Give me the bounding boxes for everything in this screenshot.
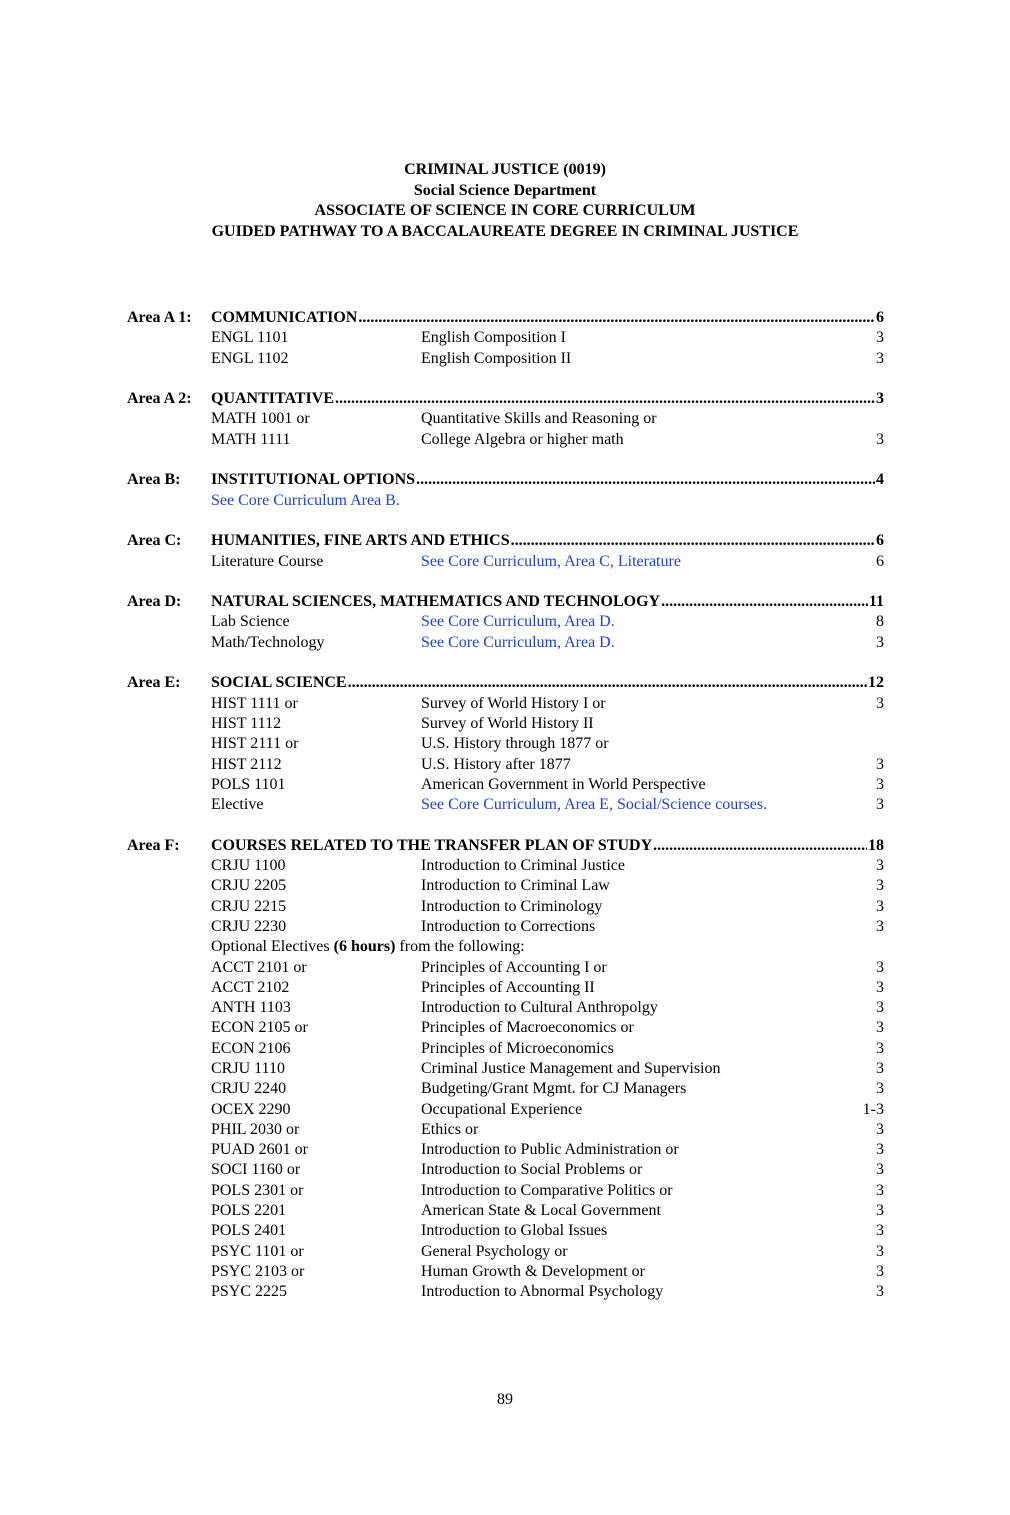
course-hours: 3 <box>876 694 884 712</box>
area-title: SOCIAL SCIENCE <box>211 674 347 692</box>
course-code: ENGL 1101 <box>211 329 289 347</box>
course-code: Math/Technology <box>211 633 325 651</box>
course-row <box>127 755 884 775</box>
elective-row <box>127 1242 884 1262</box>
course-row <box>127 897 884 917</box>
department-name: Social Science Department <box>413 181 597 199</box>
elective-row <box>127 1100 884 1120</box>
area-label: Area D: <box>127 593 182 611</box>
core-curriculum-link[interactable]: See Core Curriculum, Area D. <box>421 613 615 631</box>
elective-row <box>127 1140 884 1160</box>
course-code: HIST 1111 or <box>211 694 298 712</box>
elective-row <box>127 1120 884 1140</box>
course-hours <box>854 734 884 754</box>
course-row <box>127 430 884 450</box>
course-hours: 3 <box>876 978 884 996</box>
course-hours: 3 <box>876 1161 884 1179</box>
course-title: Introduction to Cultural Anthropolgy <box>421 999 658 1017</box>
leader-dots <box>653 836 867 856</box>
course-title: English Composition II <box>421 349 572 367</box>
electives-hours: (6 hours) <box>333 938 396 956</box>
pathway-title: GUIDED PATHWAY TO A BACCALAUREATE DEGREE IN CRIMINAL JUSTICE <box>211 222 799 240</box>
course-code: ACCT 2101 or <box>211 958 307 976</box>
area-heading <box>127 389 884 409</box>
course-code: ENGL 1102 <box>211 349 289 367</box>
course-title: Quantitative Skills and Reasoning or <box>421 410 657 428</box>
electives-suffix: from the following: <box>395 938 525 956</box>
area-label: Area E: <box>127 674 181 692</box>
course-hours: 3 <box>876 1059 884 1077</box>
course-title: Survey of World History II <box>421 714 594 732</box>
course-code: HIST 2112 <box>211 755 282 773</box>
course-title: Criminal Justice Management and Supervision <box>421 1059 721 1077</box>
area-title: COMMUNICATION <box>211 309 358 326</box>
course-hours: 3 <box>876 1080 884 1098</box>
area-title: COURSES RELATED TO THE TRANSFER PLAN OF STUDY <box>211 836 653 854</box>
course-code: ANTH 1103 <box>211 999 291 1017</box>
course-hours <box>854 409 884 429</box>
elective-row <box>127 1059 884 1079</box>
leader-dots <box>335 389 875 409</box>
elective-row <box>127 1039 884 1059</box>
course-title: American Government in World Perspective <box>421 775 706 793</box>
course-code: OCEX 2290 <box>211 1100 291 1118</box>
course-title: Introduction to Public Administration or <box>421 1141 679 1159</box>
course-title: U.S. History after 1877 <box>421 755 571 773</box>
area-hours: 4 <box>876 471 884 489</box>
elective-list <box>127 958 884 1303</box>
course-row <box>127 917 884 937</box>
area-heading <box>127 673 884 693</box>
course-code: CRJU 1100 <box>211 857 286 875</box>
course-code: POLS 2401 <box>211 1222 287 1240</box>
course-title: Principles of Accounting I or <box>421 958 607 976</box>
degree-title: ASSOCIATE OF SCIENCE IN CORE CURRICULUM <box>314 202 696 219</box>
course-hours: 1-3 <box>862 1100 884 1118</box>
course-code: POLS 2201 <box>211 1202 287 1220</box>
course-row <box>127 694 884 714</box>
course-title: English Composition I <box>421 329 566 347</box>
course-code: CRJU 2230 <box>211 917 287 935</box>
elective-row <box>127 1282 884 1302</box>
course-title: Introduction to Corrections <box>421 917 596 935</box>
area-heading <box>127 531 884 551</box>
course-hours: 3 <box>876 1141 884 1159</box>
course-code: CRJU 2215 <box>211 897 287 915</box>
course-code: Elective <box>211 796 264 814</box>
area-title: INSTITUTIONAL OPTIONS <box>211 471 416 489</box>
area-heading <box>127 308 884 328</box>
course-title: Introduction to Comparative Politics or <box>421 1181 673 1199</box>
course-row <box>127 409 884 429</box>
course-row <box>127 876 884 896</box>
electives-note <box>211 937 884 957</box>
area-hours: 6 <box>876 532 884 550</box>
elective-row <box>127 1181 884 1201</box>
area-heading <box>127 836 884 856</box>
area-label: Area A 2: <box>127 390 192 408</box>
course-hours: 3 <box>876 796 884 814</box>
area-c-section <box>127 531 884 572</box>
course-row <box>127 775 884 795</box>
course-hours: 3 <box>876 1242 884 1260</box>
course-hours: 3 <box>876 958 884 976</box>
course-code: Lab Science <box>211 613 290 631</box>
course-hours: 3 <box>876 1120 884 1138</box>
area-heading <box>127 592 884 612</box>
elective-row <box>127 1262 884 1282</box>
course-row <box>127 349 884 369</box>
course-code: SOCI 1160 or <box>211 1161 301 1179</box>
course-title: Introduction to Global Issues <box>421 1222 608 1240</box>
leader-dots <box>661 592 868 612</box>
elective-row <box>127 978 884 998</box>
course-row <box>127 633 884 653</box>
course-hours <box>854 714 884 734</box>
course-row <box>127 734 884 754</box>
course-title: Principles of Accounting II <box>421 978 595 996</box>
course-row <box>127 714 884 734</box>
course-title: Survey of World History I or <box>421 694 606 712</box>
curriculum-content <box>127 308 884 1323</box>
course-title: Introduction to Abnormal Psychology <box>421 1283 664 1301</box>
course-hours: 3 <box>876 917 884 935</box>
course-code: ECON 2105 or <box>211 1019 308 1037</box>
area-a2-section <box>127 389 884 450</box>
course-title: General Psychology or <box>421 1242 568 1260</box>
course-hours: 3 <box>876 329 884 347</box>
area-e-section <box>127 673 884 815</box>
elective-row <box>127 1018 884 1038</box>
course-code: CRJU 1110 <box>211 1059 285 1077</box>
area-title: NATURAL SCIENCES, MATHEMATICS AND TECHNOLOGY <box>211 593 661 611</box>
core-curriculum-link[interactable]: See Core Curriculum, Area E, Social/Science courses. <box>421 796 768 814</box>
course-code: PUAD 2601 or <box>211 1141 308 1159</box>
course-code: ECON 2106 <box>211 1039 291 1057</box>
course-hours: 3 <box>876 1019 884 1037</box>
course-title: Introduction to Criminology <box>421 897 603 915</box>
leader-dots <box>348 673 867 693</box>
course-hours: 3 <box>876 1039 884 1057</box>
area-label: Area C: <box>127 532 182 550</box>
elective-row <box>127 1160 884 1180</box>
course-code: HIST 1112 <box>211 714 282 732</box>
area-label: Area B: <box>127 471 181 489</box>
document-header <box>0 160 1010 242</box>
course-hours: 3 <box>876 1202 884 1220</box>
area-hours: 18 <box>868 836 884 854</box>
course-row <box>127 612 884 632</box>
course-title: Human Growth & Development or <box>421 1262 645 1280</box>
program-title: CRIMINAL JUSTICE (0019) <box>404 161 606 178</box>
course-code: PSYC 1101 or <box>211 1242 304 1260</box>
course-hours: 3 <box>876 877 884 895</box>
course-row <box>127 552 884 572</box>
elective-row <box>127 1079 884 1099</box>
area-title: QUANTITATIVE <box>211 390 334 408</box>
course-code: HIST 2111 or <box>211 735 299 753</box>
elective-row <box>127 1221 884 1241</box>
course-code: PHIL 2030 or <box>211 1120 300 1138</box>
course-title: Introduction to Social Problems or <box>421 1161 643 1179</box>
core-curriculum-link[interactable]: See Core Curriculum, Area D. <box>421 633 615 651</box>
course-row <box>127 856 884 876</box>
course-title: College Algebra or higher math <box>421 430 624 448</box>
core-curriculum-link[interactable]: See Core Curriculum, Area C, Literature <box>421 552 681 570</box>
course-code: CRJU 2240 <box>211 1080 287 1098</box>
course-title: Principles of Microeconomics <box>421 1039 614 1057</box>
course-code: POLS 1101 <box>211 775 286 793</box>
area-title: HUMANITIES, FINE ARTS AND ETHICS <box>211 532 510 550</box>
course-code: CRJU 2205 <box>211 877 287 895</box>
area-label: Area A 1: <box>127 309 192 326</box>
course-title: Occupational Experience <box>421 1100 583 1118</box>
elective-row <box>127 998 884 1018</box>
course-hours: 8 <box>876 613 884 631</box>
course-hours: 3 <box>876 1222 884 1240</box>
course-title: U.S. History through 1877 or <box>421 735 609 753</box>
course-title: American State & Local Government <box>421 1202 661 1220</box>
leader-dots <box>511 531 875 551</box>
area-hours: 3 <box>876 390 884 408</box>
course-hours: 3 <box>876 999 884 1017</box>
area-d-section <box>127 592 884 653</box>
course-hours: 3 <box>876 430 884 448</box>
course-hours: 3 <box>876 633 884 651</box>
course-code: Literature Course <box>211 552 324 570</box>
course-hours: 6 <box>876 552 884 570</box>
course-title: Introduction to Criminal Justice <box>421 857 625 875</box>
area-a1-section <box>127 308 884 369</box>
course-code: MATH 1001 or <box>211 410 310 428</box>
course-hours: 3 <box>876 1283 884 1301</box>
course-row <box>127 795 884 815</box>
electives-prefix: Optional Electives <box>211 938 334 956</box>
course-row <box>127 328 884 348</box>
course-code: PSYC 2103 or <box>211 1262 305 1280</box>
course-hours: 3 <box>876 1181 884 1199</box>
course-hours: 3 <box>876 1262 884 1280</box>
leader-dots <box>416 470 875 490</box>
course-hours: 3 <box>876 897 884 915</box>
elective-row <box>127 958 884 978</box>
page-number: 89 <box>497 1391 513 1408</box>
area-heading <box>127 470 884 490</box>
course-code: MATH 1111 <box>211 430 291 448</box>
elective-row <box>127 1201 884 1221</box>
course-title: Budgeting/Grant Mgmt. for CJ Managers <box>421 1080 687 1098</box>
course-code: POLS 2301 or <box>211 1181 304 1199</box>
course-hours: 3 <box>876 349 884 367</box>
area-hours: 12 <box>868 674 884 692</box>
course-hours: 3 <box>876 857 884 875</box>
area-hours: 6 <box>876 309 884 326</box>
course-code: PSYC 2225 <box>211 1283 288 1301</box>
course-hours: 3 <box>876 755 884 773</box>
core-curriculum-link[interactable]: See Core Curriculum Area B. <box>211 491 400 509</box>
area-label: Area F: <box>127 836 180 854</box>
leader-dots <box>358 308 875 328</box>
course-hours: 3 <box>876 775 884 793</box>
course-title: Introduction to Criminal Law <box>421 877 610 895</box>
course-code: ACCT 2102 <box>211 978 290 996</box>
course-title: Principles of Macroeconomics or <box>421 1019 634 1037</box>
course-title: Ethics or <box>421 1120 479 1138</box>
area-f-section <box>127 836 884 1303</box>
area-hours: 11 <box>868 593 884 611</box>
area-b-section <box>127 470 884 511</box>
